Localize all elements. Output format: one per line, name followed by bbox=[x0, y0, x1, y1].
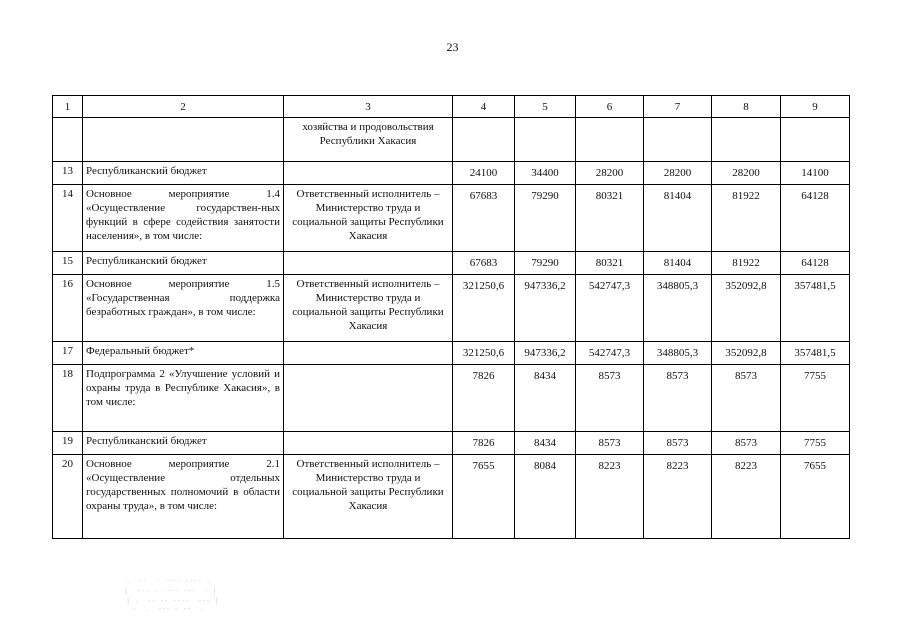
value-cell: 8223 bbox=[712, 455, 781, 539]
column-header: 3 bbox=[284, 96, 453, 118]
value-cell: 8573 bbox=[712, 432, 781, 455]
row-number-cell: 16 bbox=[53, 275, 83, 342]
column-header: 5 bbox=[515, 96, 576, 118]
value-cell: 352092,8 bbox=[712, 275, 781, 342]
value-cell: 80321 bbox=[576, 252, 644, 275]
value-cell: 67683 bbox=[453, 252, 515, 275]
executor-cell: Ответственный исполнитель – Министерство труда и социальной защиты Республики Хакасия bbox=[284, 275, 453, 342]
value-cell: 7655 bbox=[781, 455, 850, 539]
column-header: 1 bbox=[53, 96, 83, 118]
value-cell bbox=[781, 118, 850, 162]
value-cell: 321250,6 bbox=[453, 275, 515, 342]
value-cell: 8223 bbox=[644, 455, 712, 539]
value-cell: 28200 bbox=[644, 162, 712, 185]
value-cell bbox=[712, 118, 781, 162]
value-cell: 348805,3 bbox=[644, 275, 712, 342]
value-cell: 7826 bbox=[453, 365, 515, 432]
value-cell: 7655 bbox=[453, 455, 515, 539]
item-name-cell bbox=[83, 118, 284, 162]
column-header: 7 bbox=[644, 96, 712, 118]
item-name-cell: Основное мероприятие 2.1 «Осуществление отдельных государственных полномочий в области охраны труда», в том числе: bbox=[83, 455, 284, 539]
value-cell: 542747,3 bbox=[576, 275, 644, 342]
value-cell: 8223 bbox=[576, 455, 644, 539]
item-name-cell: Республиканский бюджет bbox=[83, 252, 284, 275]
item-name-cell: Подпрограмма 2 «Улучшение условий и охраны труда в Республике Хакасия», в том числе: bbox=[83, 365, 284, 432]
value-cell: 8573 bbox=[644, 432, 712, 455]
row-number-cell: 19 bbox=[53, 432, 83, 455]
executor-cell bbox=[284, 432, 453, 455]
value-cell: 34400 bbox=[515, 162, 576, 185]
value-cell: 7826 bbox=[453, 432, 515, 455]
value-cell: 8573 bbox=[576, 432, 644, 455]
table-row bbox=[53, 162, 850, 185]
executor-cell: хозяйства и продовольствия Республики Хакасия bbox=[284, 118, 453, 162]
value-cell: 947336,2 bbox=[515, 342, 576, 365]
value-cell: 7755 bbox=[781, 432, 850, 455]
column-header: 9 bbox=[781, 96, 850, 118]
row-number-cell bbox=[53, 118, 83, 162]
value-cell: 28200 bbox=[576, 162, 644, 185]
value-cell: 7755 bbox=[781, 365, 850, 432]
executor-cell: Ответственный исполнитель – Министерство труда и социальной защиты Республики Хакасия bbox=[284, 455, 453, 539]
value-cell: 14100 bbox=[781, 162, 850, 185]
value-cell: 8573 bbox=[712, 365, 781, 432]
value-cell bbox=[644, 118, 712, 162]
column-header: 4 bbox=[453, 96, 515, 118]
row-number-cell: 20 bbox=[53, 455, 83, 539]
page-number: 23 bbox=[446, 40, 459, 54]
item-name-cell: Республиканский бюджет bbox=[83, 432, 284, 455]
row-number-cell: 14 bbox=[53, 185, 83, 252]
table-row bbox=[53, 432, 850, 455]
item-name-cell: Основное мероприятие 1.5 «Государственная поддержка безработных граждан», в том числе: bbox=[83, 275, 284, 342]
value-cell: 542747,3 bbox=[576, 342, 644, 365]
value-cell: 64128 bbox=[781, 185, 850, 252]
value-cell: 8434 bbox=[515, 365, 576, 432]
value-cell: 81922 bbox=[712, 185, 781, 252]
executor-cell bbox=[284, 252, 453, 275]
table-row bbox=[53, 365, 850, 432]
table-row bbox=[53, 118, 850, 162]
table-row bbox=[53, 342, 850, 365]
row-number-cell: 18 bbox=[53, 365, 83, 432]
table-row bbox=[53, 275, 850, 342]
value-cell: 8573 bbox=[644, 365, 712, 432]
item-name-cell: Основное мероприятие 1.4 «Осуществление государствен-ных функций в сфере содействия занятости населения», в том числе: bbox=[83, 185, 284, 252]
value-cell bbox=[576, 118, 644, 162]
header-row bbox=[53, 96, 850, 118]
executor-cell bbox=[284, 162, 453, 185]
value-cell: 348805,3 bbox=[644, 342, 712, 365]
row-number-cell: 15 bbox=[53, 252, 83, 275]
value-cell: 81922 bbox=[712, 252, 781, 275]
value-cell: 8084 bbox=[515, 455, 576, 539]
executor-cell bbox=[284, 365, 453, 432]
faded-stamp: . -- - ---- ---- . | --- - ---- --- - | | . -- -- ---- --- | - . --- - -- . bbox=[124, 577, 219, 613]
value-cell: 79290 bbox=[515, 185, 576, 252]
value-cell: 28200 bbox=[712, 162, 781, 185]
table-row bbox=[53, 185, 850, 252]
budget-table bbox=[52, 95, 850, 539]
value-cell: 947336,2 bbox=[515, 275, 576, 342]
column-header: 8 bbox=[712, 96, 781, 118]
value-cell: 321250,6 bbox=[453, 342, 515, 365]
table-row bbox=[53, 455, 850, 539]
value-cell: 79290 bbox=[515, 252, 576, 275]
value-cell: 64128 bbox=[781, 252, 850, 275]
value-cell: 357481,5 bbox=[781, 275, 850, 342]
value-cell: 8573 bbox=[576, 365, 644, 432]
value-cell bbox=[453, 118, 515, 162]
executor-cell: Ответственный исполнитель – Министерство труда и социальной защиты Республики Хакасия bbox=[284, 185, 453, 252]
value-cell: 80321 bbox=[576, 185, 644, 252]
value-cell: 24100 bbox=[453, 162, 515, 185]
row-number-cell: 17 bbox=[53, 342, 83, 365]
value-cell: 81404 bbox=[644, 252, 712, 275]
value-cell: 67683 bbox=[453, 185, 515, 252]
value-cell: 8434 bbox=[515, 432, 576, 455]
item-name-cell: Федеральный бюджет* bbox=[83, 342, 284, 365]
value-cell bbox=[515, 118, 576, 162]
item-name-cell: Республиканский бюджет bbox=[83, 162, 284, 185]
column-header: 2 bbox=[83, 96, 284, 118]
value-cell: 357481,5 bbox=[781, 342, 850, 365]
value-cell: 352092,8 bbox=[712, 342, 781, 365]
column-header: 6 bbox=[576, 96, 644, 118]
executor-cell bbox=[284, 342, 453, 365]
value-cell: 81404 bbox=[644, 185, 712, 252]
row-number-cell: 13 bbox=[53, 162, 83, 185]
table-row bbox=[53, 252, 850, 275]
